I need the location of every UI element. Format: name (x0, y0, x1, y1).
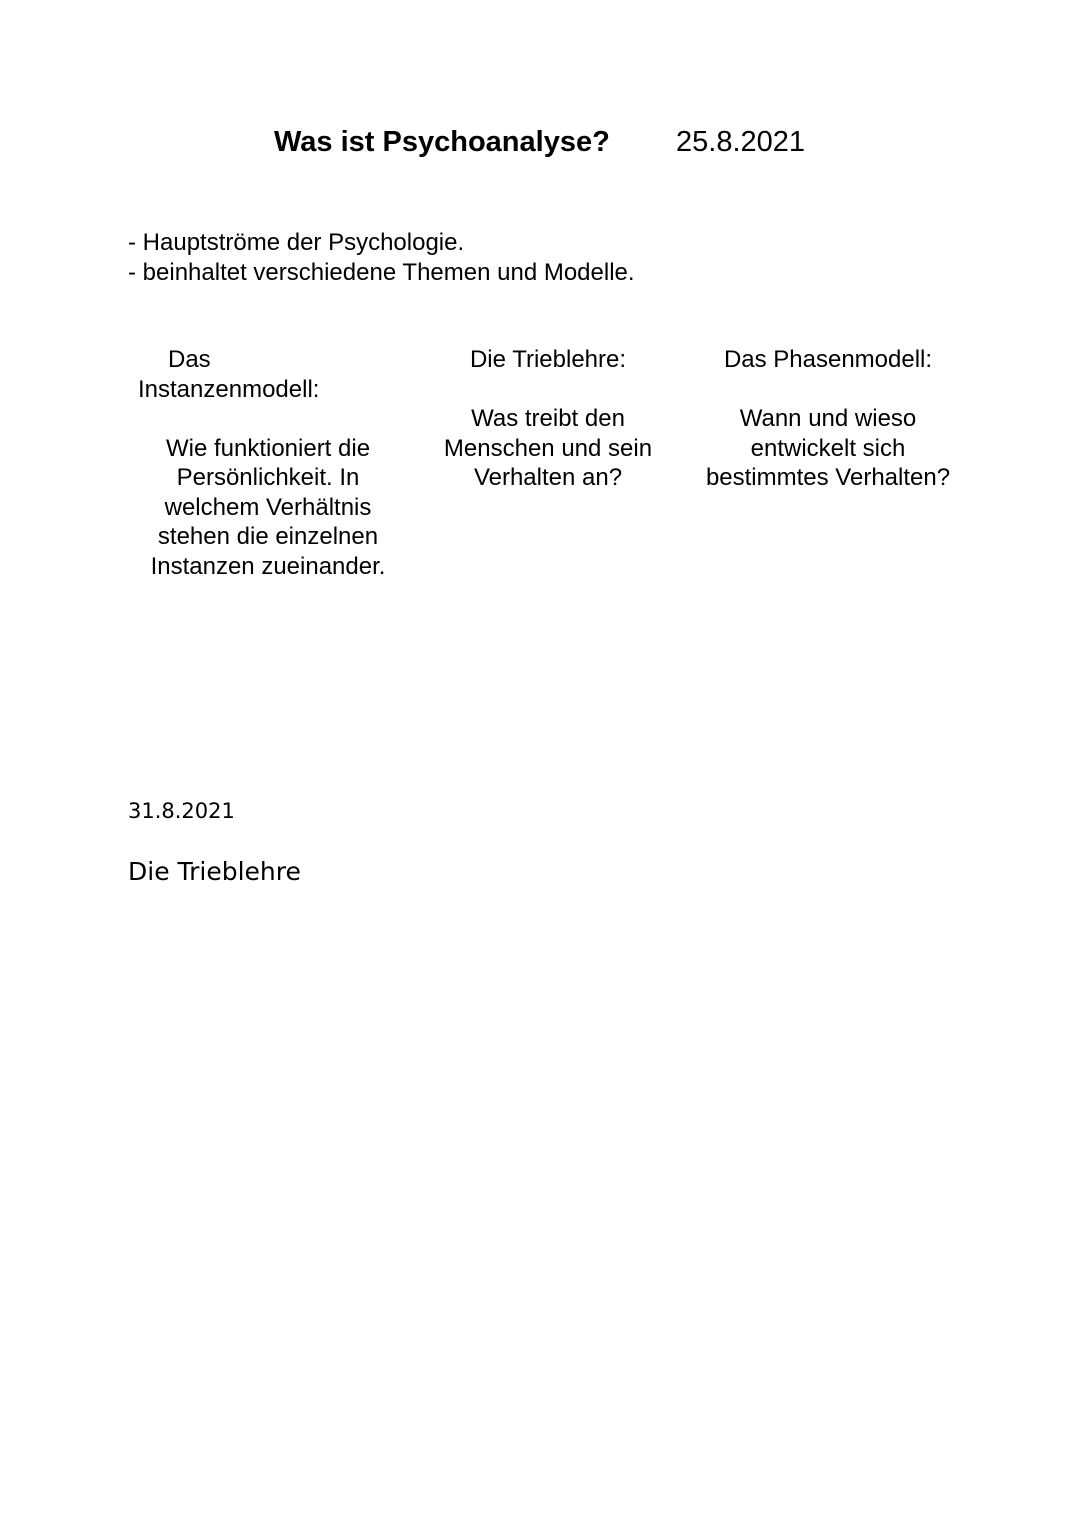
column-instanzenmodell (138, 345, 398, 581)
column-heading (138, 345, 398, 404)
column-question (693, 404, 963, 493)
question-line: welchem Verhältnis (164, 493, 372, 521)
question-line: Wie funktioniert die (165, 434, 371, 462)
column-trieblehre (425, 345, 671, 493)
column-question (425, 404, 671, 493)
question-line: Was treibt den (471, 405, 625, 432)
column-heading-line: Das (168, 346, 211, 373)
intro-bullet: - Hauptströme der Psychologie. (128, 229, 465, 256)
column-phasenmodell (693, 345, 963, 493)
intro-bullet-list (128, 228, 635, 288)
intro-bullet: - beinhaltet verschiedene Themen und Modelle. (128, 259, 635, 286)
column-heading: Das Phasenmodell: (723, 346, 933, 373)
column-question (138, 434, 398, 582)
question-line: stehen die einzelnen (157, 523, 379, 550)
question-line: bestimmtes Verhalten? (705, 464, 951, 491)
section-date: 31.8.2021 (128, 799, 235, 823)
question-line: Verhalten an? (473, 464, 623, 491)
question-line: Instanzen zueinander. (150, 552, 386, 580)
question-line: entwickelt sich (750, 434, 906, 462)
question-line: Wann und wieso (739, 405, 917, 432)
page-date: 25.8.2021 (676, 126, 806, 158)
column-heading: Die Trieblehre: (469, 346, 627, 373)
column-heading-line: Instanzenmodell: (138, 375, 320, 403)
section-title: Die Trieblehre (128, 857, 301, 886)
question-line: Persönlichkeit. In (176, 464, 360, 491)
page-title: Was ist Psychoanalyse? (274, 126, 610, 158)
question-line: Menschen und sein (443, 434, 653, 462)
